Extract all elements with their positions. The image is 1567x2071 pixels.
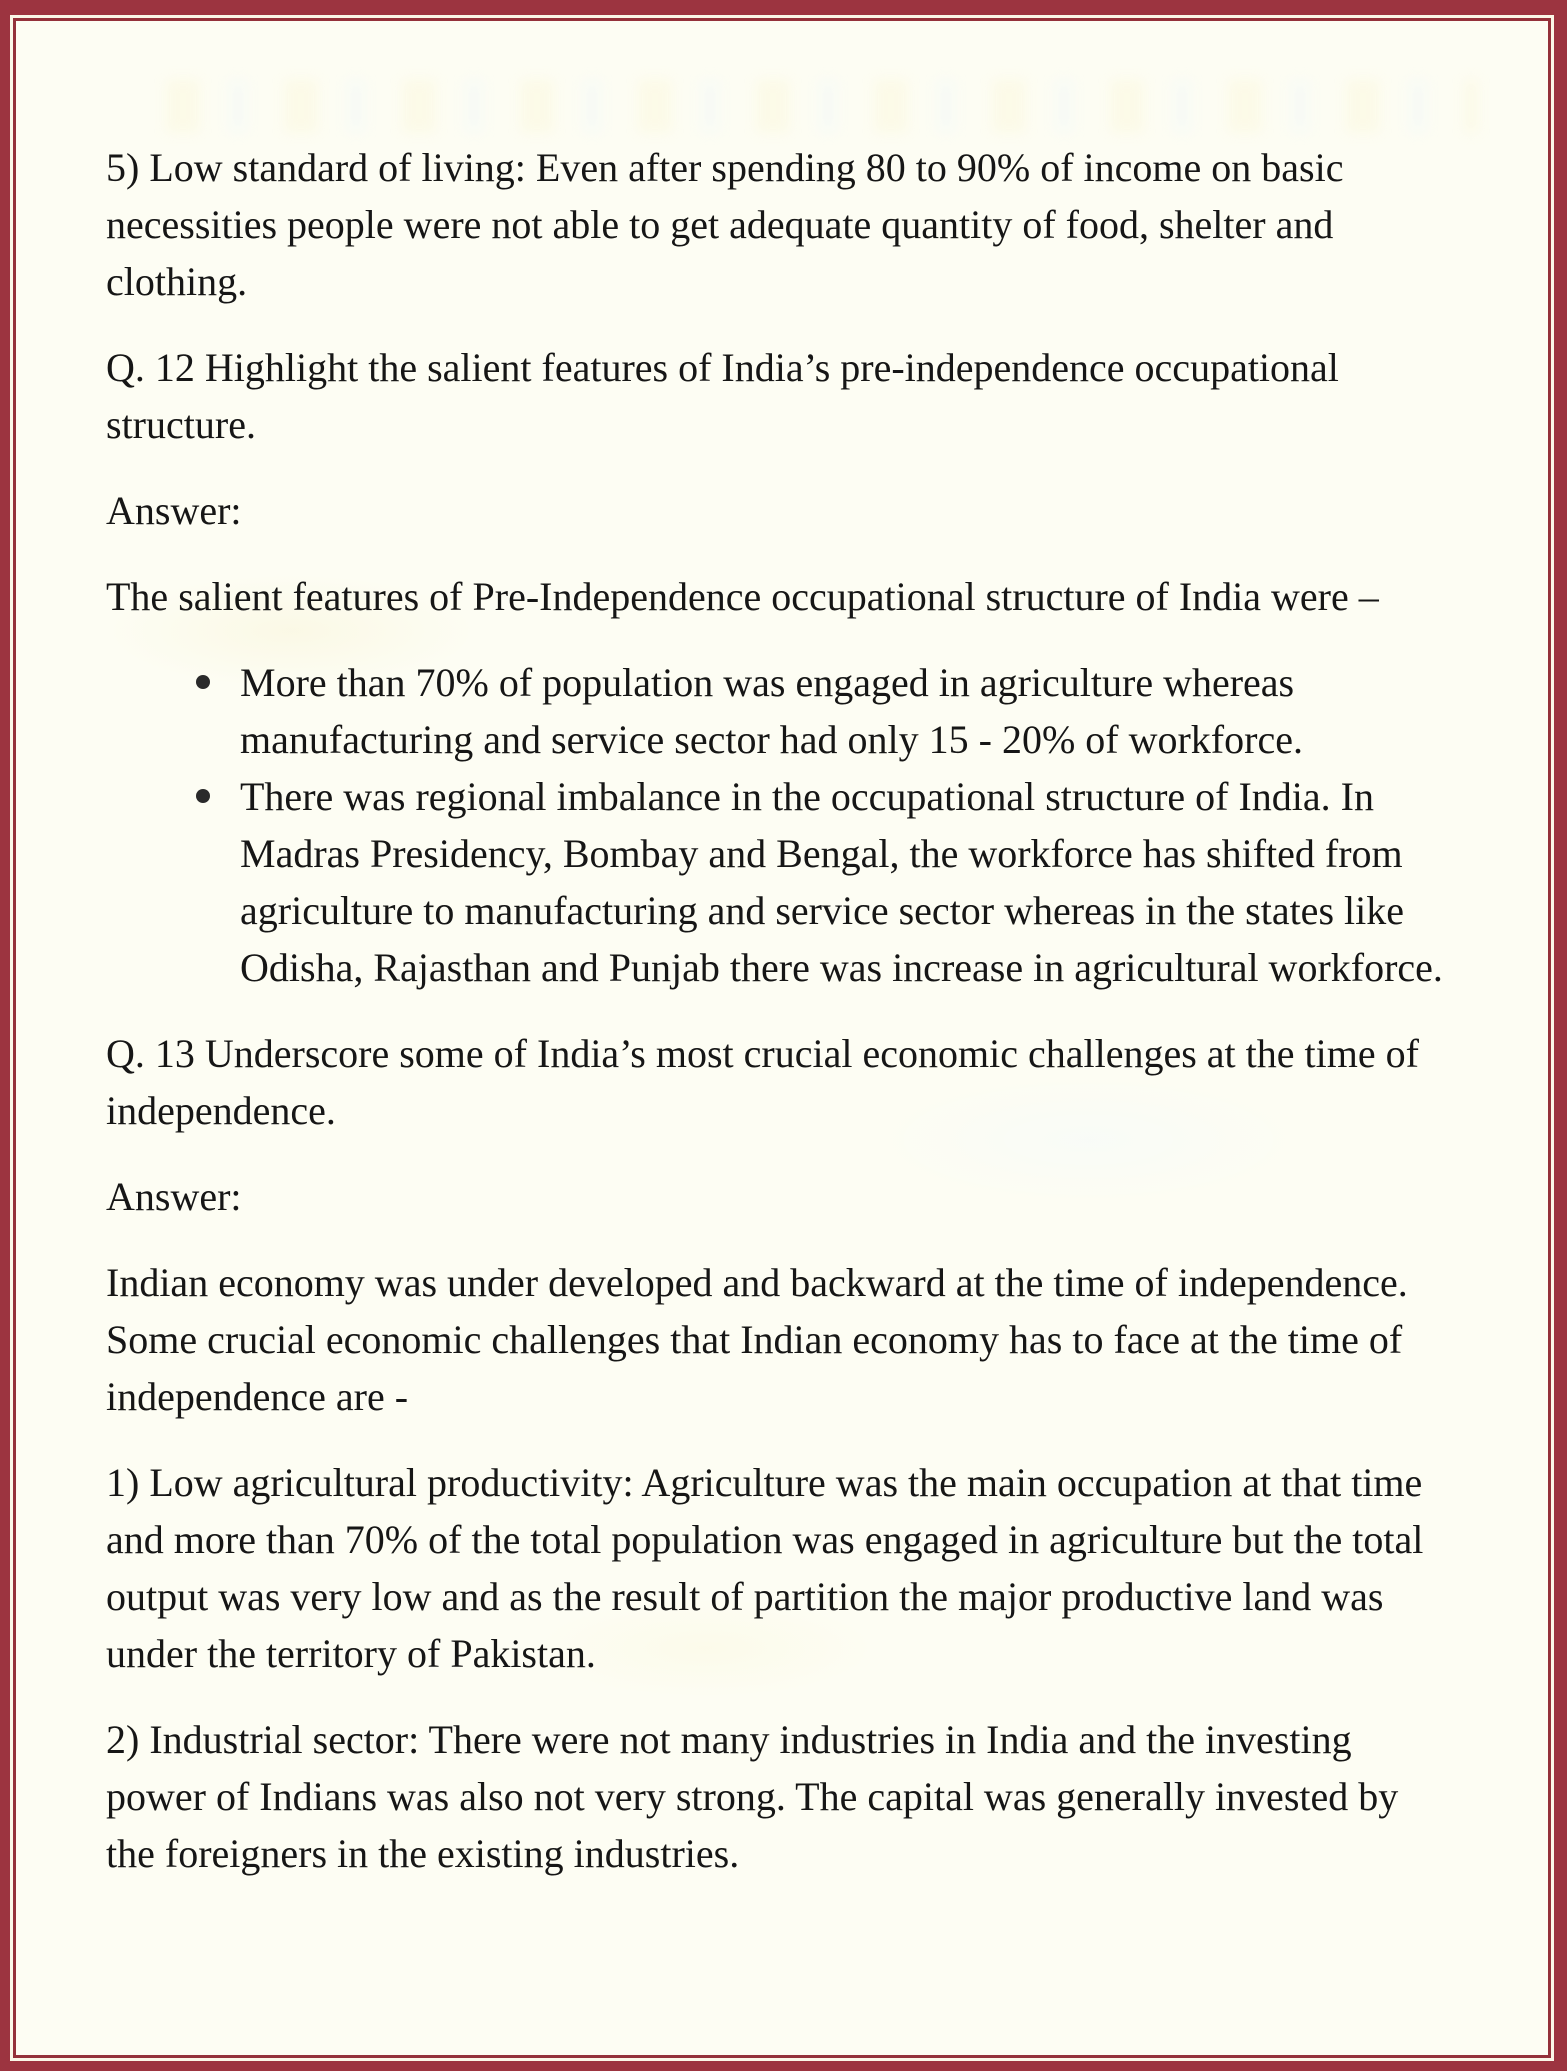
answer-label-q12: Answer: [106, 488, 242, 533]
page-border-gap [10, 15, 1554, 2061]
paragraph-low-standard-of-living: 5) Low standard of living: Even after spending 80 to 90% of income on basic necessities people were not able to get adequate quantity of food, shelter and clothing. [106, 145, 1344, 304]
list-item-text: More than 70% of population was engaged in agriculture whereas manufacturing and service sector had only 15 - 20% of workforce. [240, 660, 1303, 762]
answer-label-q13: Answer: [106, 1174, 242, 1219]
page-content-area [13, 18, 1551, 2058]
faint-scan-artifact [166, 79, 1478, 133]
list-item [240, 768, 1453, 996]
answer-q13-intro: Indian economy was under developed and backward at the time of independence. Some crucial economic challenges that Indian economy has to face at the time of independence are - [106, 1260, 1408, 1419]
bullet-icon [196, 675, 210, 689]
question-13-heading: Q. 13 Underscore some of India’s most crucial economic challenges at the time of independence. [106, 1031, 1419, 1133]
answer-q12-bullet-list [106, 654, 1453, 996]
bullet-icon [196, 789, 210, 803]
list-item [240, 654, 1453, 768]
question-12-heading: Q. 12 Highlight the salient features of India’s pre-independence occupational structure. [106, 345, 1339, 447]
list-item-text: There was regional imbalance in the occupational structure of India. In Madras Presidency, Bombay and Bengal, the workforce has shifted from agriculture to manufacturing and service sector whereas in the states like Odisha, Rajasthan and Punjab there was increase in agricultural workforce. [240, 774, 1443, 990]
answer-q12-intro: The salient features of Pre-Independence occupational structure of India were – [106, 574, 1379, 619]
paragraph-low-agricultural-productivity: 1) Low agricultural productivity: Agriculture was the main occupation at that time and more than 70% of the total population was engaged in agriculture but the total output was very low and as the result of partition the major productive land was under the territory of Pakistan. [106, 1460, 1424, 1676]
paragraph-industrial-sector: 2) Industrial sector: There were not many industries in India and the investing power of Indians was also not very strong. The capital was generally invested by the foreigners in the existing industries. [106, 1717, 1399, 1876]
